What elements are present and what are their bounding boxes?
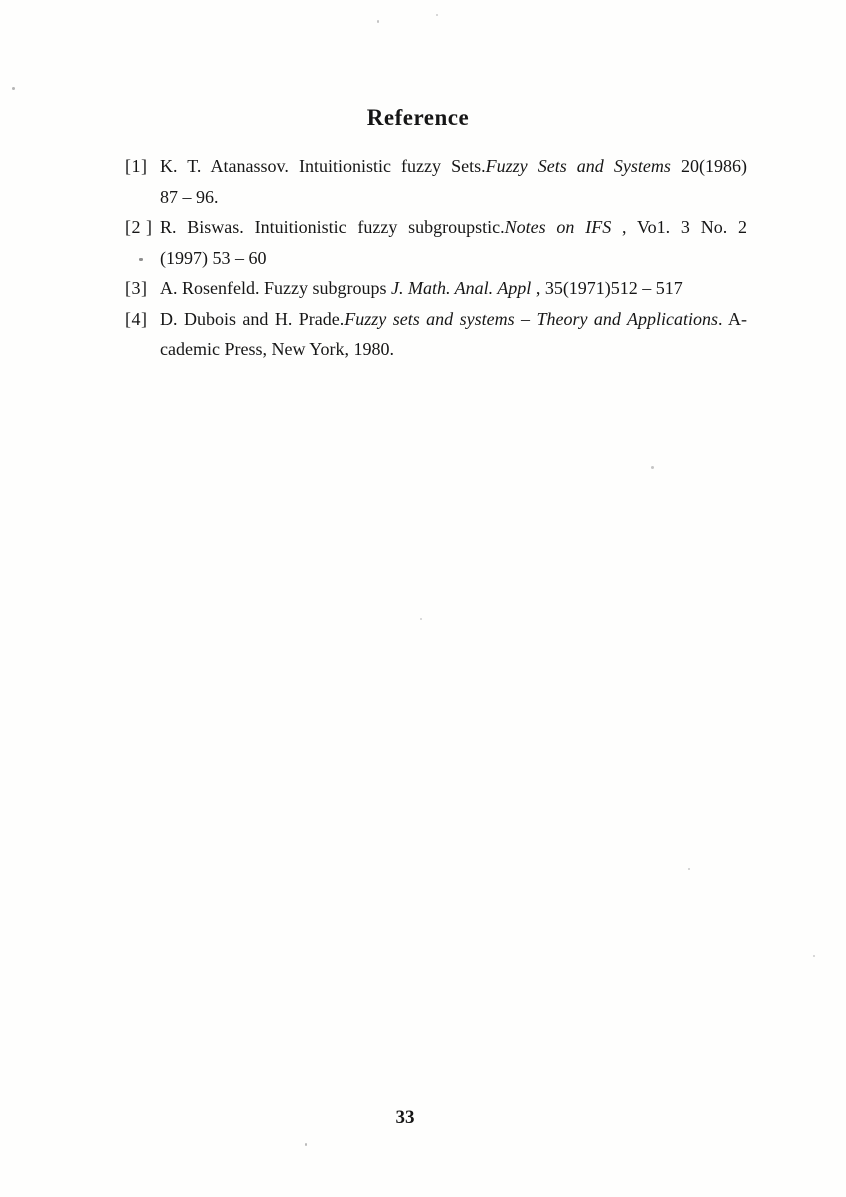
reference-entry — [125, 212, 747, 273]
reference-text: R. Biswas. Intuitionistic fuzzy subgroupstic. — [160, 217, 505, 237]
reference-content — [160, 273, 747, 304]
page-number: 33 — [395, 1107, 415, 1128]
reference-label: [2 ] — [125, 217, 153, 237]
reference-entry — [125, 304, 747, 365]
scan-speck — [377, 20, 379, 23]
reference-journal-italic: Fuzzy sets and systems – Theory and Applications — [344, 308, 719, 329]
reference-line — [160, 273, 747, 304]
reference-journal-italic: Fuzzy Sets and Systems — [485, 156, 671, 176]
reference-line — [160, 243, 747, 274]
reference-entry — [125, 151, 747, 212]
reference-list — [125, 151, 747, 365]
reference-content — [160, 212, 747, 273]
reference-text: cademic Press, New York, 1980. — [160, 339, 394, 359]
reference-text: K. T. Atanassov. Intuitionistic fuzzy Sets. — [160, 156, 486, 176]
scan-speck — [420, 618, 422, 620]
scan-speck — [813, 955, 815, 957]
reference-journal-italic: J. Math. Anal. Appl — [390, 278, 532, 298]
scan-speck — [305, 1143, 307, 1146]
reference-text: 20(1986) — [670, 156, 747, 176]
reference-label: [3] — [125, 278, 148, 298]
scan-speck — [436, 14, 438, 16]
scan-speck — [12, 87, 15, 90]
reference-line — [160, 182, 747, 213]
reference-label: [1] — [125, 156, 148, 176]
reference-text: D. Dubois and H. Prade. — [160, 308, 345, 329]
reference-text: A. Rosenfeld. Fuzzy subgroups — [160, 278, 391, 298]
reference-line — [160, 334, 747, 365]
reference-text: 87 – 96. — [160, 186, 219, 207]
reference-journal-italic: Notes on IFS — [504, 217, 612, 237]
reference-label: [4] — [125, 308, 148, 329]
reference-line — [160, 304, 747, 335]
scan-speck — [688, 868, 690, 870]
reference-line — [160, 151, 747, 182]
reference-content — [160, 304, 747, 365]
reference-text: , 35(1971)512 – 517 — [531, 278, 683, 298]
reference-text: (1997) 53 – 60 — [160, 247, 267, 268]
page-title: Reference — [366, 105, 470, 131]
reference-entry — [125, 273, 747, 304]
reference-content — [160, 151, 747, 212]
scan-speck — [651, 466, 654, 469]
reference-text: . A- — [718, 308, 747, 329]
reference-text: , Vo1. 3 No. 2 — [611, 217, 747, 237]
reference-line — [160, 212, 747, 243]
